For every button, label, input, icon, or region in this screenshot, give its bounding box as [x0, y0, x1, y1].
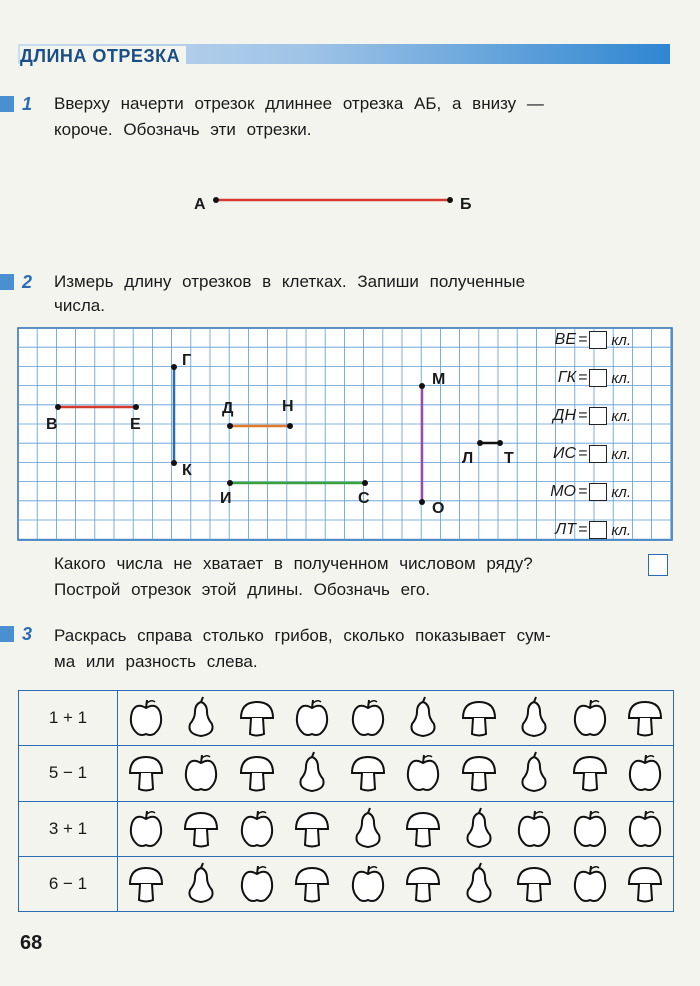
mushroom-icon[interactable] [403, 862, 443, 906]
apple-icon [181, 751, 221, 795]
label-e: Е [130, 416, 141, 433]
pear-icon [403, 696, 443, 740]
label-o: О [432, 500, 445, 517]
answer-unit: кл. [611, 445, 632, 463]
task3-text-line1: Раскрась справа столько грибов, сколько показывает сум- [54, 626, 551, 645]
task-number-2: 2 [22, 272, 33, 292]
answer-box[interactable] [589, 445, 607, 463]
page-number: 68 [20, 932, 43, 954]
answer-unit: кл. [611, 483, 632, 501]
answer-label: ИС [553, 445, 576, 462]
answer-is: ИС = кл. [540, 442, 660, 466]
task-marker-3 [0, 626, 14, 642]
label-m: М [432, 371, 446, 388]
label-v: В [46, 416, 58, 433]
missing-number-box[interactable] [648, 554, 668, 576]
label-a: А [194, 196, 206, 213]
pear-icon [459, 862, 499, 906]
apple-icon [570, 807, 610, 851]
pear-icon [459, 807, 499, 851]
mushroom-icon[interactable] [237, 751, 277, 795]
answer-lt: ЛТ = кл. [540, 518, 660, 542]
icons-cell [118, 691, 674, 746]
apple-icon [237, 862, 277, 906]
apple-icon [570, 696, 610, 740]
task-marker-1 [0, 96, 14, 112]
apple-icon [348, 696, 388, 740]
pear-icon [514, 696, 554, 740]
label-l: Л [462, 450, 474, 467]
answer-mo: МО = кл. [540, 480, 660, 504]
answer-box[interactable] [589, 521, 607, 539]
pear-icon [181, 696, 221, 740]
mushroom-icon[interactable] [292, 862, 332, 906]
table-row [19, 691, 674, 746]
mushroom-icon[interactable] [403, 807, 443, 851]
answer-box[interactable] [589, 331, 607, 349]
pear-icon [514, 751, 554, 795]
task2-text-line2: числа. [54, 296, 105, 315]
mushroom-icon[interactable] [625, 862, 665, 906]
mushroom-icon[interactable] [570, 751, 610, 795]
answer-label: ЛТ [555, 521, 576, 538]
label-i: И [220, 490, 232, 507]
apple-icon [237, 807, 277, 851]
expression: 1 + 1 [19, 691, 118, 746]
apple-icon [625, 751, 665, 795]
answer-unit: кл. [611, 521, 632, 539]
apple-icon [292, 696, 332, 740]
icons-cell [118, 856, 674, 911]
answer-unit: кл. [611, 331, 632, 349]
answer-label: ДН [553, 407, 576, 424]
answer-label: МО [550, 483, 576, 500]
label-s: С [358, 490, 370, 507]
mushroom-icon[interactable] [459, 696, 499, 740]
apple-icon [403, 751, 443, 795]
grid-paper [18, 328, 672, 540]
icons-cell [118, 801, 674, 856]
mushroom-icon[interactable] [625, 696, 665, 740]
apple-icon [625, 807, 665, 851]
label-k: К [182, 462, 192, 479]
icons-cell [118, 746, 674, 801]
task3-text-line2: ма или разность слева. [54, 652, 258, 671]
expression: 3 + 1 [19, 801, 118, 856]
label-d: Д [222, 400, 234, 417]
mushroom-table [18, 690, 674, 912]
mushroom-icon[interactable] [181, 807, 221, 851]
segment-ab [0, 186, 700, 216]
question-line1: Какого числа не хватает в полученном числовом ряду? [54, 554, 533, 573]
pear-icon [292, 751, 332, 795]
apple-icon [126, 696, 166, 740]
expression: 6 − 1 [19, 856, 118, 911]
page-title: ДЛИНА ОТРЕЗКА [20, 46, 186, 67]
mushroom-icon[interactable] [292, 807, 332, 851]
label-n: Н [282, 398, 294, 415]
answer-unit: кл. [611, 369, 632, 387]
task1-text-line2: короче. Обозначь эти отрезки. [54, 120, 312, 139]
apple-icon [570, 862, 610, 906]
mushroom-icon[interactable] [459, 751, 499, 795]
table-row [19, 746, 674, 801]
mushroom-icon[interactable] [126, 751, 166, 795]
table-row [19, 856, 674, 911]
answer-ve: ВЕ = кл. [540, 328, 660, 352]
expression: 5 − 1 [19, 746, 118, 801]
label-t: Т [504, 450, 514, 467]
label-b: Б [460, 196, 472, 213]
mushroom-icon[interactable] [237, 696, 277, 740]
answer-box[interactable] [589, 483, 607, 501]
answer-label: ВЕ [554, 331, 576, 348]
label-g: Г [182, 352, 192, 369]
task-number-1: 1 [22, 94, 33, 114]
mushroom-icon[interactable] [348, 751, 388, 795]
answer-gk: ГК = кл. [540, 366, 660, 390]
task-number-3: 3 [22, 624, 33, 644]
task2-text-line1: Измерь длину отрезков в клетках. Запиши полученные [54, 272, 526, 291]
answer-unit: кл. [611, 407, 632, 425]
answer-box[interactable] [589, 369, 607, 387]
pear-icon [181, 862, 221, 906]
mushroom-icon[interactable] [514, 862, 554, 906]
answer-label: ГК [557, 369, 576, 386]
answer-box[interactable] [589, 407, 607, 425]
mushroom-icon[interactable] [126, 862, 166, 906]
apple-icon [126, 807, 166, 851]
answer-dn: ДН = кл. [540, 404, 660, 428]
apple-icon [514, 807, 554, 851]
apple-icon [348, 862, 388, 906]
pear-icon [348, 807, 388, 851]
question-line2: Построй отрезок этой длины. Обозначь его. [54, 580, 431, 599]
task-marker-2 [0, 274, 14, 290]
table-row [19, 801, 674, 856]
task1-text-line1: Вверху начерти отрезок длиннее отрезка АБ, а внизу — [54, 94, 544, 113]
